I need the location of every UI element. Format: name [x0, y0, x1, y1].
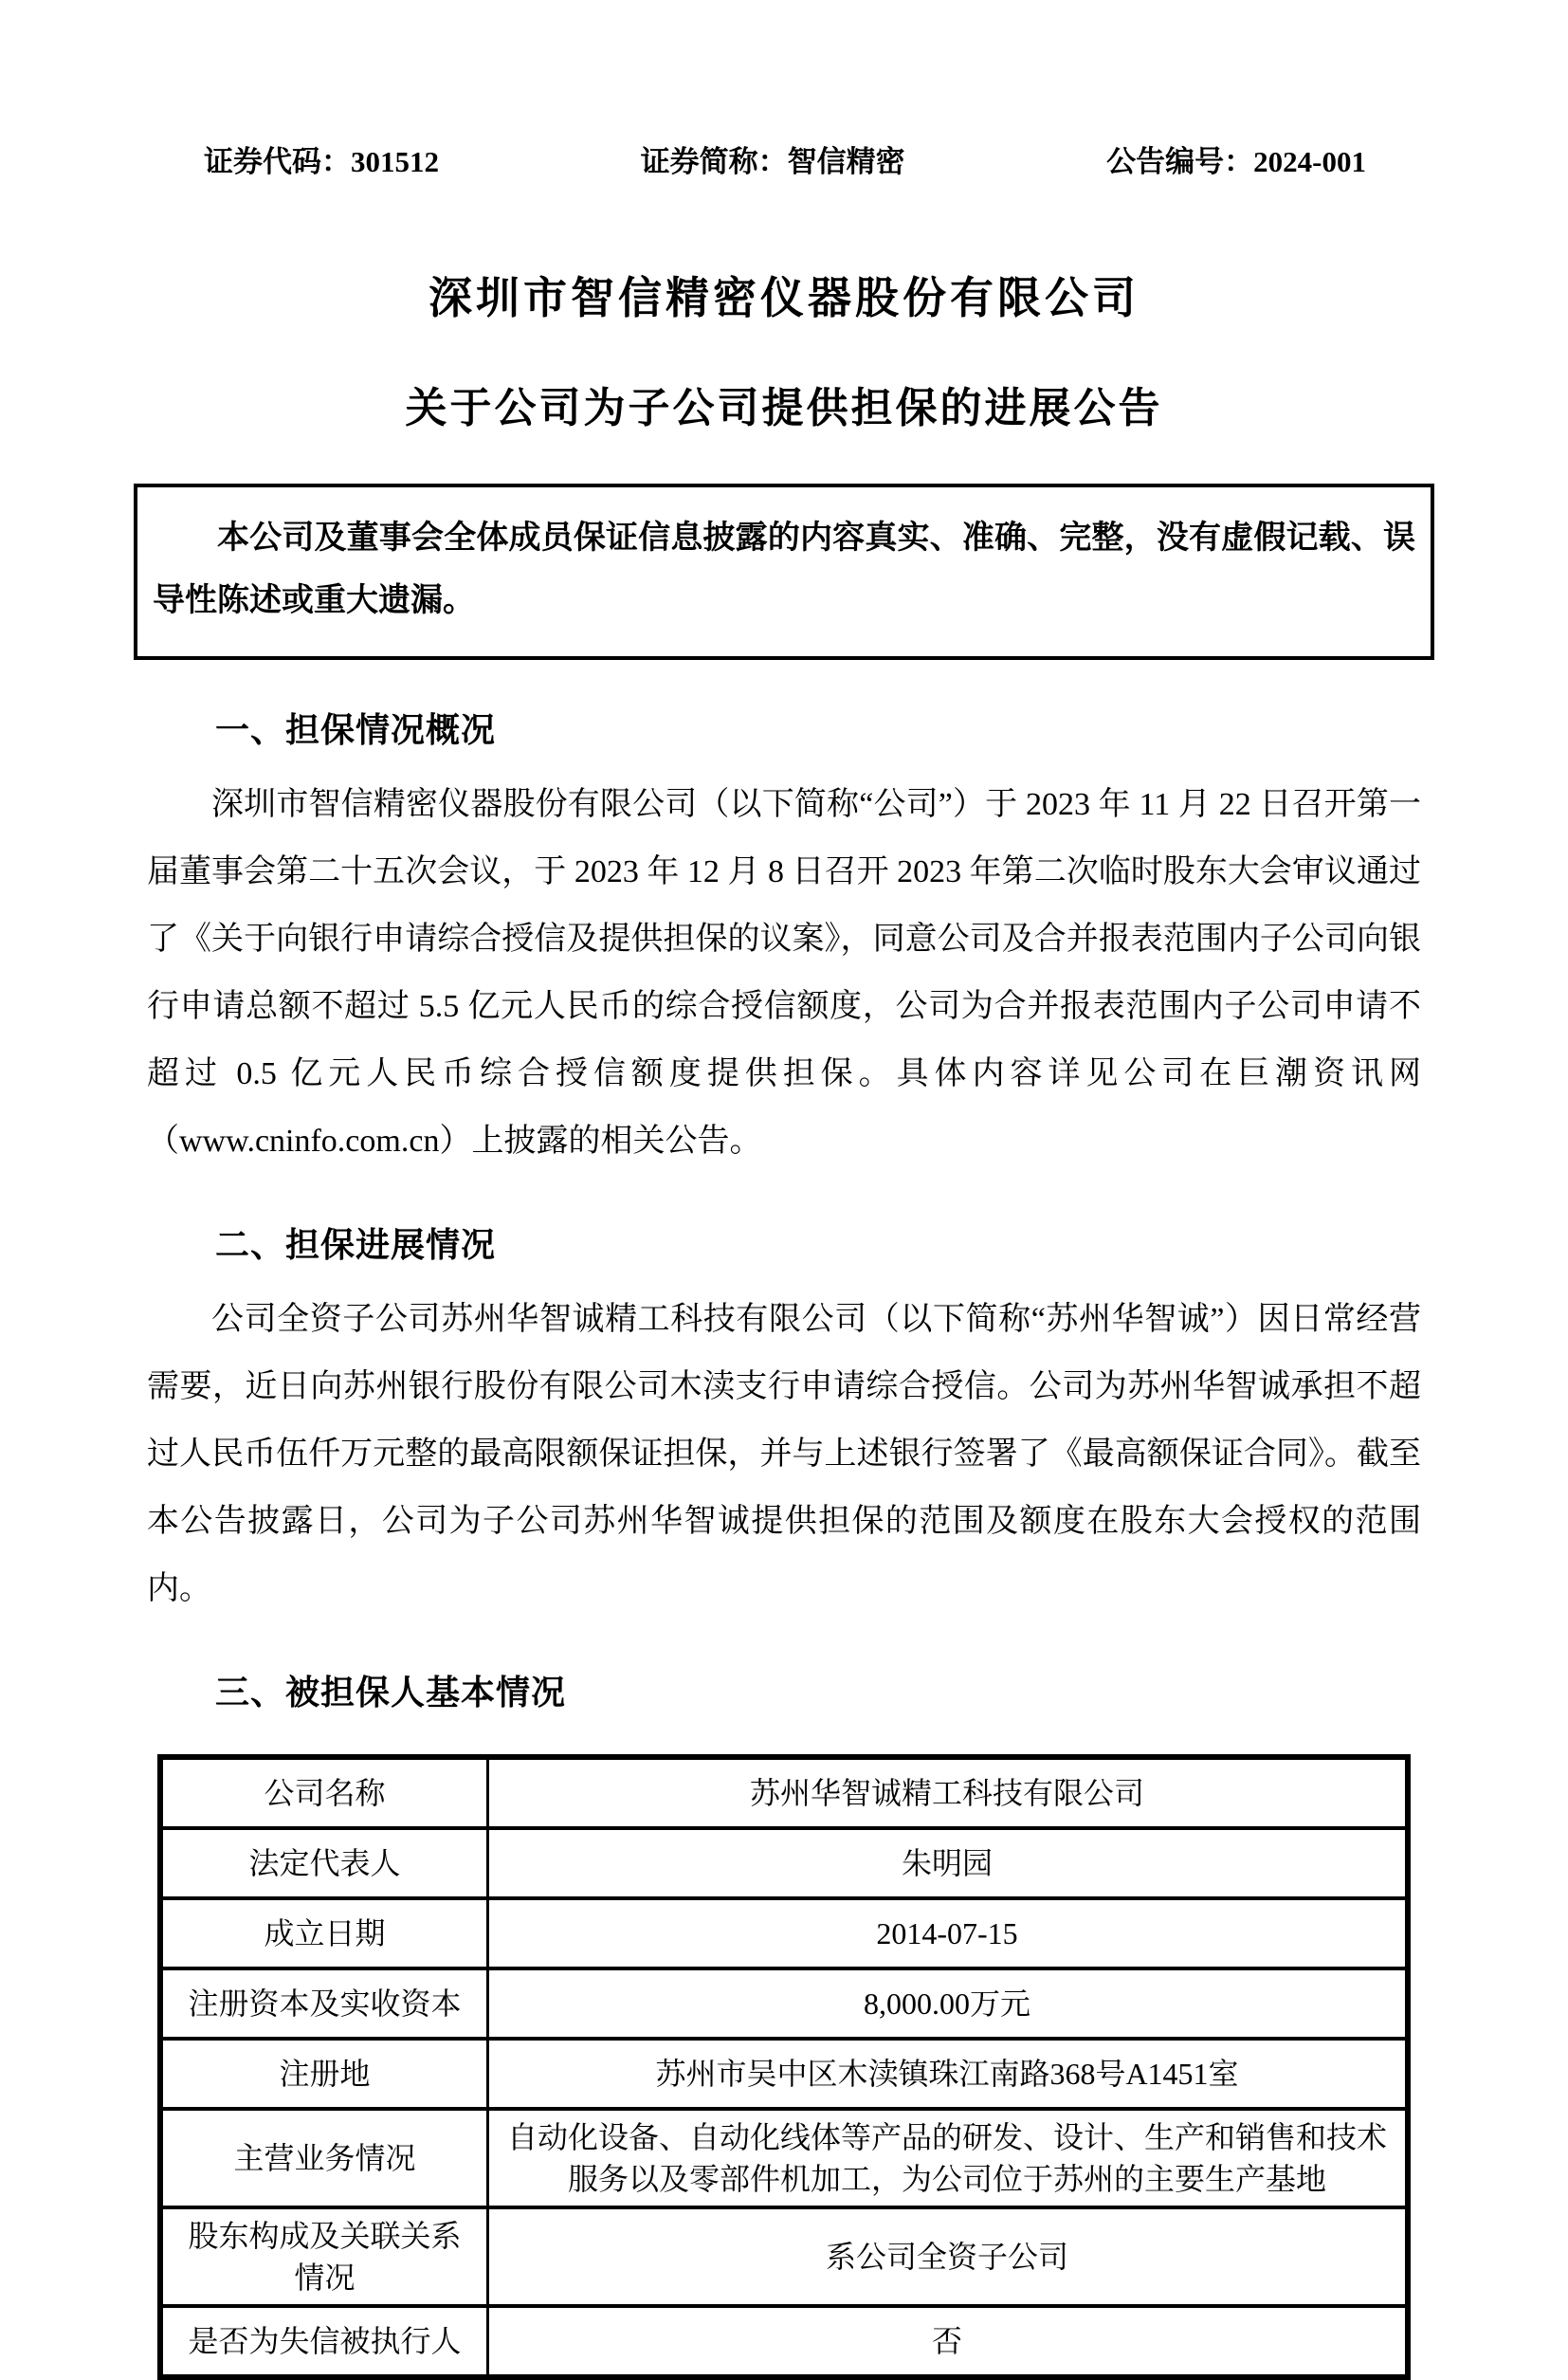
stock-name-value: 智信精密 [787, 145, 905, 178]
row-label: 注册地 [160, 2039, 488, 2109]
table-row-company-name [160, 1757, 1408, 1828]
row-label: 成立日期 [160, 1898, 488, 1968]
row-label: 公司名称 [160, 1757, 488, 1828]
row-value: 自动化设备、自动化线体等产品的研发、设计、生产和销售和技术服务以及零部件机加工，为公司位于苏州的主要生产基地 [488, 2109, 1409, 2207]
announcement-number-value: 2024-001 [1253, 145, 1366, 178]
row-label: 注册资本及实收资本 [160, 1968, 488, 2039]
announcement-number [1106, 137, 1366, 180]
guaranteed-party-table [157, 1754, 1411, 2380]
section-guarantee-overview [147, 704, 1421, 1175]
document-header [147, 137, 1421, 180]
row-label: 主营业务情况 [160, 2109, 488, 2207]
section-2-paragraph: 公司全资子公司苏州华智诚精工科技有限公司（以下简称“苏州华智诚”）因日常经营需要，近日向苏州银行股份有限公司木渎支行申请综合授信。公司为苏州华智诚承担不超过人民币伍仟万元整的最高限额保证担保，并与上述银行签署了《最高额保证合同》。截至本公告披露日，公司为子公司苏州华智诚提供担保的范围及额度在股东大会授权的范围内。 [147, 1302, 1421, 1606]
row-value: 否 [488, 2306, 1409, 2377]
company-title: 深圳市智信精密仪器股份有限公司 [428, 273, 1140, 322]
table-row-shareholder-structure [160, 2207, 1408, 2306]
row-value: 8,000.00万元 [488, 1968, 1409, 2039]
table-row-establishment-date [160, 1898, 1408, 1968]
stock-name-label: 证券简称： [640, 145, 788, 178]
row-label: 法定代表人 [160, 1828, 488, 1898]
row-label: 是否为失信被执行人 [160, 2306, 488, 2377]
stock-code-label: 证券代码： [204, 145, 351, 178]
section-2-heading: 二、担保进展情况 [215, 1225, 497, 1264]
table-row-main-business [160, 2109, 1408, 2207]
table-row-dishonest-executee [160, 2306, 1408, 2377]
row-value: 苏州市吴中区木渎镇珠江南路368号A1451室 [488, 2039, 1409, 2109]
row-value: 系公司全资子公司 [488, 2207, 1409, 2306]
stock-code [204, 137, 439, 180]
stock-code-value: 301512 [351, 145, 439, 178]
section-guarantee-progress [147, 1218, 1421, 1622]
announcement-number-label: 公告编号： [1106, 145, 1254, 178]
document-subtitle: 关于公司为子公司提供担保的进展公告 [405, 385, 1163, 431]
section-3-heading: 三、被担保人基本情况 [215, 1673, 567, 1712]
row-value: 苏州华智诚精工科技有限公司 [488, 1757, 1409, 1828]
stock-short-name [641, 137, 905, 180]
section-1-paragraph: 深圳市智信精密仪器股份有限公司（以下简称“公司”）于 2023 年 11 月 22 日召开第一届董事会第二十五次会议，于 2023 年 12 月 8 日召开 2023 年第二次临时股东大会审议通过了《关于向银行申请综合授信及提供担保的议案》，同意公司及合并报表范围内子公司向银行申请总额不超过 5.5 亿元人民币的综合授信额度，公司为合并报表范围内子公司申请不超过 0.5 亿元人民币综合授信额度提供担保。具体内容详见公司在巨潮资讯网（www.cninfo.com.cn）上披露的相关公告。 [147, 787, 1421, 1159]
section-guaranteed-party-info [147, 1666, 1421, 1714]
section-1-heading: 一、担保情况概况 [215, 710, 497, 749]
table-row-registered-capital [160, 1968, 1408, 2039]
row-value: 2014-07-15 [488, 1898, 1409, 1968]
table-row-legal-representative [160, 1828, 1408, 1898]
table-row-registered-address [160, 2039, 1408, 2109]
row-value: 朱明园 [488, 1828, 1409, 1898]
row-label: 股东构成及关联关系情况 [160, 2207, 488, 2306]
disclaimer-box: 本公司及董事会全体成员保证信息披露的内容真实、准确、完整，没有虚假记载、误导性陈述或重大遗漏。 [134, 484, 1434, 660]
